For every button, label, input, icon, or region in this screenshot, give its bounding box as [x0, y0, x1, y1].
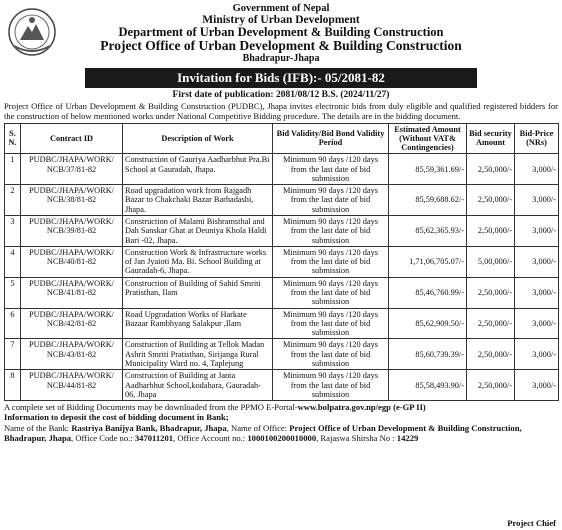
intro-paragraph: Project Office of Urban Development & Building Construction (PUDBC), Jhapa invites electronic bids from duly eligible and qualified registered bidders for the construction of below mentioned works under National Competitive Bidding procedure. The details are in the bidding document.: [4, 100, 558, 122]
cell-bid-security: 2,50,000/-: [467, 370, 515, 401]
bids-table: [4, 123, 559, 402]
cell-bid-security: 2,50,000/-: [467, 339, 515, 370]
cell-bid-security: 5,00,000/-: [467, 246, 515, 277]
cell-description: Construction of Malami Bishramsthal and Dah Sanskar Ghat at Deuniya Khola Haldi Bari -02, Jhapa.: [123, 216, 273, 247]
cell-bid-price: 3,000/-: [515, 246, 559, 277]
col-bid-security: Bid security Amount: [467, 123, 515, 154]
cell-estimated-amount: 85,62,909.50/-: [389, 308, 467, 339]
rajaswa-label: , Rajaswa Shirsha No :: [316, 433, 397, 444]
cell-validity: Minimum 90 days /120 days from the last date of bid submission: [273, 246, 389, 277]
cell-sn: 4: [5, 246, 21, 277]
table-row: [5, 216, 559, 247]
cell-contract-id: PUDBC/JHAPA/WORK/ NCB/42/81-82: [21, 308, 123, 339]
cell-contract-id: PUDBC/JHAPA/WORK/ NCB/37/81-82: [21, 154, 123, 185]
bank-name: Rastriya Banijya Bank, Bhadrapur, Jhapa: [71, 422, 227, 433]
table-row: [5, 185, 559, 216]
cell-sn: 6: [5, 308, 21, 339]
table-row: [5, 339, 559, 370]
download-note: [4, 402, 558, 412]
cell-bid-price: 3,000/-: [515, 308, 559, 339]
bank-info-heading: Information to deposit the cost of bidding document in Bank;: [4, 412, 229, 423]
cell-estimated-amount: 85,62,365.93/-: [389, 216, 467, 247]
cell-description: Construction Work & Infrastructure works of Jan Jyaioti Ma. Bi. School Building at Gauradah-6, Jhapa.: [123, 246, 273, 277]
cell-contract-id: PUDBC/JHAPA/WORK/ NCB/39/81-82: [21, 216, 123, 247]
col-validity: Bid Validity/Bid Bond Validity Period: [273, 123, 389, 154]
office-code: 347011201: [134, 433, 174, 444]
office-name: Project Office of Urban Development & Building Construction, Bhadrapur, Jhapa: [4, 422, 522, 444]
bank-label: Name of the Bank:: [4, 422, 72, 433]
table-row: [5, 154, 559, 185]
cell-estimated-amount: 85,60,739.39/-: [389, 339, 467, 370]
signatory: Project Chief: [507, 518, 556, 528]
cell-bid-price: 3,000/-: [515, 277, 559, 308]
cell-sn: 3: [5, 216, 21, 247]
header-ministry: Ministry of Urban Development: [202, 14, 360, 27]
footer: [4, 402, 558, 443]
cell-description: Road Upgradation Works of Harkate Bazaar Rambhyang Salakpur ,Ilam: [123, 308, 273, 339]
cell-bid-security: 2,50,000/-: [467, 185, 515, 216]
download-text: A complete set of Bidding Documents may be downloaded from the PPMO E-Portal-: [4, 402, 298, 413]
letterhead: [0, 3, 562, 65]
cell-validity: Minimum 90 days /120 days from the last date of bid submission: [273, 308, 389, 339]
cell-validity: Minimum 90 days /120 days from the last date of bid submission: [273, 339, 389, 370]
cell-bid-security: 2,50,000/-: [467, 308, 515, 339]
cell-sn: 5: [5, 277, 21, 308]
table-header-row: [5, 123, 559, 154]
office-label: , Name of Office:: [226, 422, 290, 433]
table-row: [5, 277, 559, 308]
cell-validity: Minimum 90 days /120 days from the last date of bid submission: [273, 370, 389, 401]
cell-validity: Minimum 90 days /120 days from the last date of bid submission: [273, 216, 389, 247]
cell-estimated-amount: 85,58,493.90/-: [389, 370, 467, 401]
cell-bid-price: 3,000/-: [515, 216, 559, 247]
col-description: Description of Work: [123, 123, 273, 154]
header-department: Department of Urban Development & Building Construction: [118, 25, 444, 40]
header-location: Bhadrapur-Jhapa: [242, 53, 320, 65]
cell-description: Construction of Building at Tellok Madan Ashrit Smriti Pratisthan, Sirijanga Rural Municipality Ward no. 4, Taplejung: [123, 339, 273, 370]
table-row: [5, 308, 559, 339]
cell-bid-security: 2,50,000/-: [467, 154, 515, 185]
col-bid-price: Bid-Price (NRs): [515, 123, 559, 154]
publication-date: First date of publication: 2081/08/12 B.S. (2024/11/27): [172, 89, 390, 100]
cell-contract-id: PUDBC/JHAPA/WORK/ NCB/40/81-82: [21, 246, 123, 277]
cell-bid-price: 3,000/-: [515, 370, 559, 401]
cell-validity: Minimum 90 days /120 days from the last date of bid submission: [273, 154, 389, 185]
cell-description: Construction of Building at Janta Aadharbhut School,kodabara, Gauradah-06, Jhapa: [123, 370, 273, 401]
account-label: , Office Account no.:: [173, 433, 248, 444]
cell-description: Construction of Gauriya Aadharbhut Pra.Bi School at Gauradah, Jhapa.: [123, 154, 273, 185]
portal-link[interactable]: www.bolpatra.gov.np/egp (e-GP II): [297, 402, 426, 413]
header-government: Government of Nepal: [232, 3, 330, 14]
cell-contract-id: PUDBC/JHAPA/WORK/ NCB/44/81-82: [21, 370, 123, 401]
cell-estimated-amount: 1,71,06,705.07/-: [389, 246, 467, 277]
cell-validity: Minimum 90 days /120 days from the last date of bid submission: [273, 185, 389, 216]
rajaswa-number: 14229: [396, 433, 419, 444]
cell-contract-id: PUDBC/JHAPA/WORK/ NCB/38/81-82: [21, 185, 123, 216]
office-code-label: , Office Code no.:: [71, 433, 135, 444]
cell-bid-price: 3,000/-: [515, 185, 559, 216]
cell-estimated-amount: 85,59,688.62/-: [389, 185, 467, 216]
cell-validity: Minimum 90 days /120 days from the last date of bid submission: [273, 277, 389, 308]
cell-sn: 8: [5, 370, 21, 401]
cell-bid-security: 2,50,000/-: [467, 216, 515, 247]
cell-description: Construction of Building of Sahid Smriti Pratisthan, Ilam: [123, 277, 273, 308]
table-row: [5, 246, 559, 277]
cell-estimated-amount: 85,59,361.69/-: [389, 154, 467, 185]
cell-estimated-amount: 85,46,760.99/-: [389, 277, 467, 308]
col-estimated-amount: Estimated Amount (Without VAT& Contingencies): [389, 123, 467, 154]
cell-bid-price: 3,000/-: [515, 154, 559, 185]
cell-sn: 1: [5, 154, 21, 185]
account-number: 1000100200010000: [247, 433, 317, 444]
cell-contract-id: PUDBC/JHAPA/WORK/ NCB/41/81-82: [21, 277, 123, 308]
cell-sn: 7: [5, 339, 21, 370]
col-sn: S. N.: [5, 123, 21, 154]
cell-bid-security: 2,50,000/-: [467, 277, 515, 308]
table-row: [5, 370, 559, 401]
cell-contract-id: PUDBC/JHAPA/WORK/ NCB/43/81-82: [21, 339, 123, 370]
header-project-office: Project Office of Urban Development & Building Construction: [100, 38, 462, 54]
cell-bid-price: 3,000/-: [515, 339, 559, 370]
bank-details: [4, 423, 558, 444]
cell-sn: 2: [5, 185, 21, 216]
col-contract-id: Contract ID: [21, 123, 123, 154]
government-emblem-icon: [6, 6, 58, 58]
ifb-title-banner: Invitation for Bids (IFB):- 05/2081-82: [85, 68, 477, 88]
cell-description: Road upgradation work from Rajgadh Bazar to Chakchaki Bazar Barhadashi, Jhapa.: [123, 185, 273, 216]
